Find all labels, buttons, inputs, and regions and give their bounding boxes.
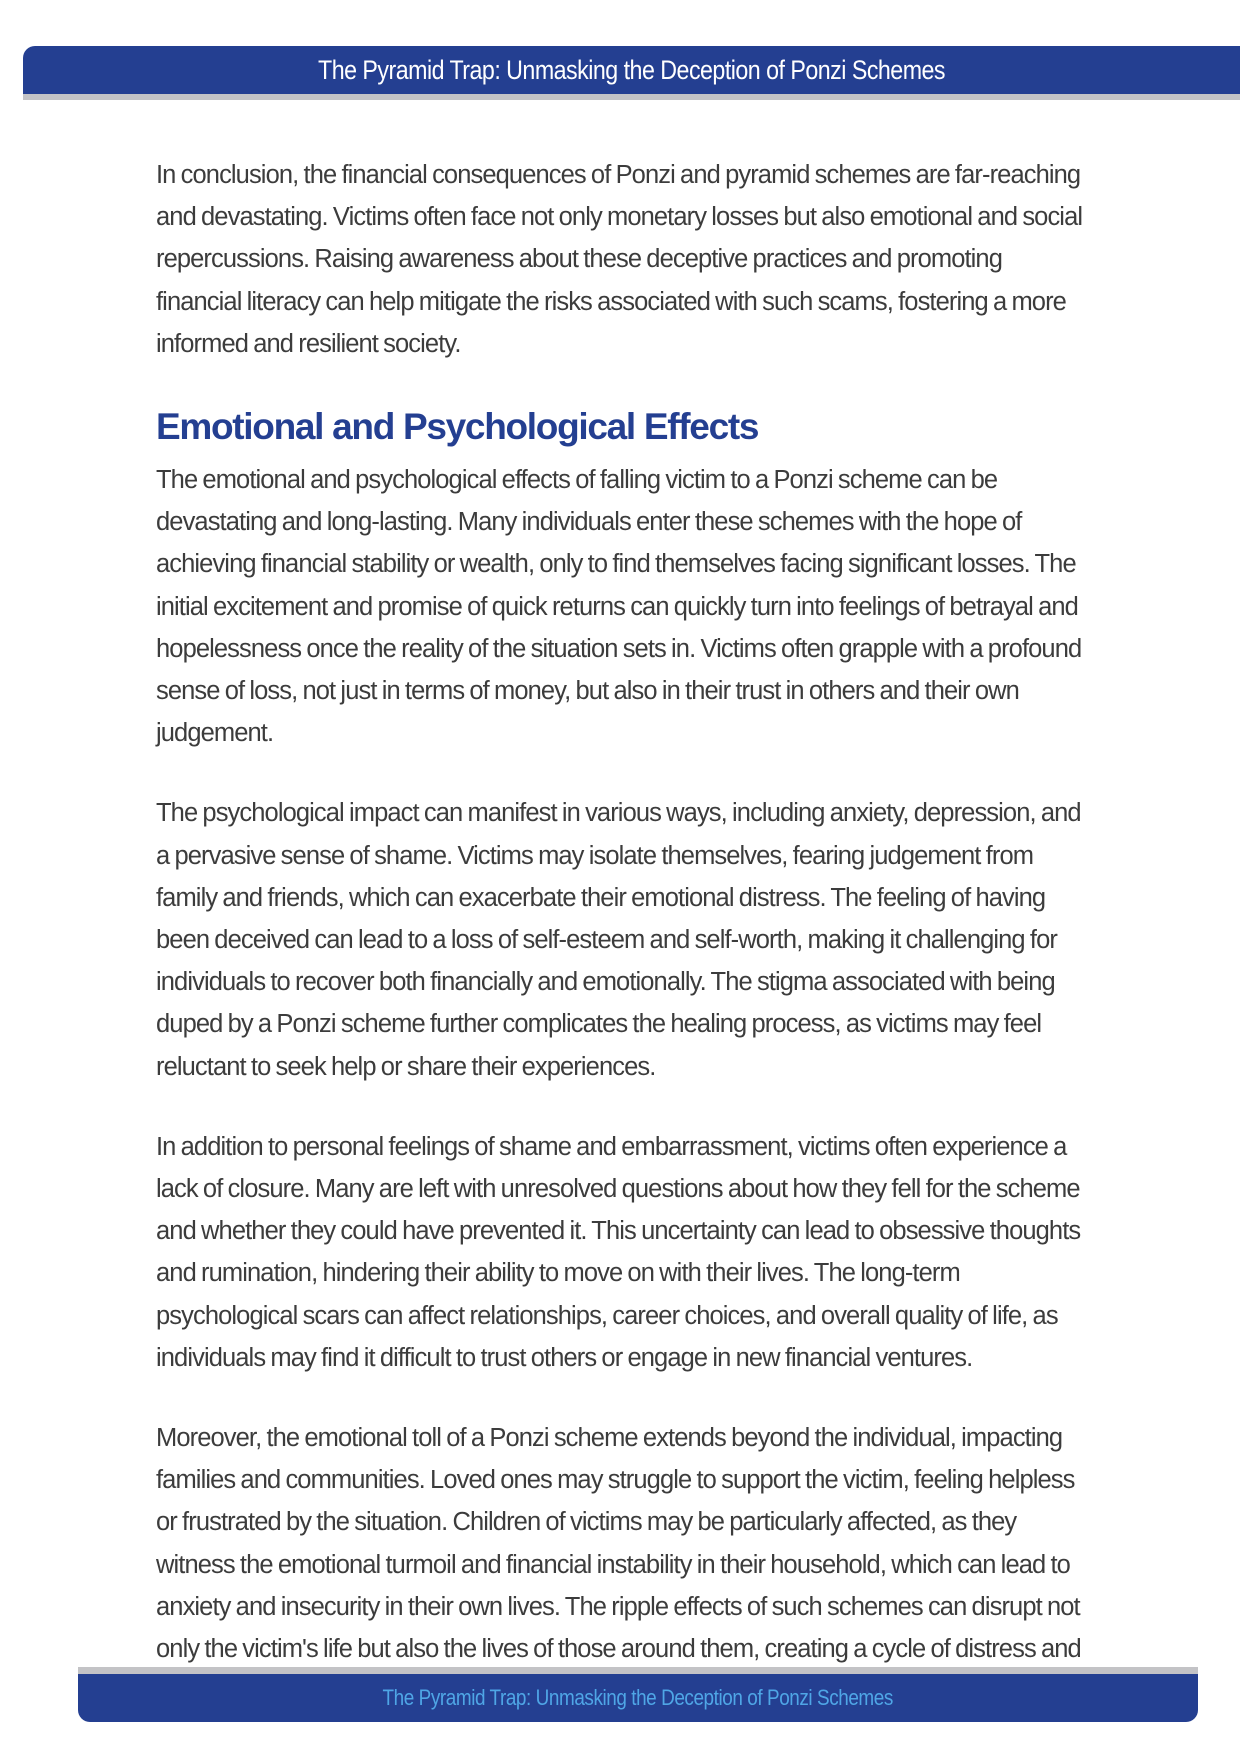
section-paragraph-4: Moreover, the emotional toll of a Ponzi scheme extends beyond the individual, impacting families and communities. Loved ones may struggle to support the victim, feeling helpless or frustrated by the situation. Children of victims may be particularly affected, as they witness the emotional turmoil and financial instability in their household, which can lead to anxiety and insecurity in their own lives. The ripple effects of such schemes can disrupt not only the victim's life but also the lives of those around them, creating a cycle of distress and xyxy=(156,1424,1081,1664)
section-paragraph-3: In addition to personal feelings of shame and embarrassment, victims often experience a lack of closure. Many are left with unresolved questions about how they fell for the scheme and whether they could have prevented it. This uncertainty can lead to obsessive thoughts and rumination, hindering their ability to move on with their lives. The long-term psychological scars can affect relationships, career choices, and overall quality of life, as individuals may find it difficult to trust others or engage in new financial ventures. xyxy=(156,1132,1081,1372)
footer-title: The Pyramid Trap: Unmasking the Deception of Ponzi Schemes xyxy=(382,1685,894,1710)
section-heading: Emotional and Psychological Effects xyxy=(156,406,759,448)
page-header xyxy=(23,46,1240,94)
header-title: The Pyramid Trap: Unmasking the Deception of Ponzi Schemes xyxy=(318,54,945,85)
page-content xyxy=(156,154,1088,1713)
section-paragraph-2: The psychological impact can manifest in various ways, including anxiety, depression, and a pervasive sense of shame. Victims may isolate themselves, fearing judgement from family and friends, which can exacerbate their emotional distress. The feeling of having been deceived can lead to a loss of self-esteem and self-worth, making it challenging for individuals to recover both financially and emotionally. The stigma associated with being duped by a Ponzi scheme further complicates the healing process, as victims may feel reluctant to seek help or share their experiences. xyxy=(156,799,1081,1081)
section-paragraph-1: The emotional and psychological effects of falling victim to a Ponzi scheme can be devastating and long-lasting. Many individuals enter these schemes with the hope of achieving financial stability or wealth, only to find themselves facing significant losses. The initial excitement and promise of quick returns can quickly turn into feelings of betrayal and hopelessness once the reality of the situation sets in. Victims often grapple with a profound sense of loss, not just in terms of money, but also in their trust in others and their own judgement. xyxy=(156,466,1082,748)
intro-paragraph: In conclusion, the financial consequences of Ponzi and pyramid schemes are far-reaching and devastating. Victims often face not only monetary losses but also emotional and social repercussions. Raising awareness about these deceptive practices and promoting financial literacy can help mitigate the risks associated with such scams, fostering a more informed and resilient society. xyxy=(156,161,1083,358)
page-footer xyxy=(78,1674,1198,1722)
